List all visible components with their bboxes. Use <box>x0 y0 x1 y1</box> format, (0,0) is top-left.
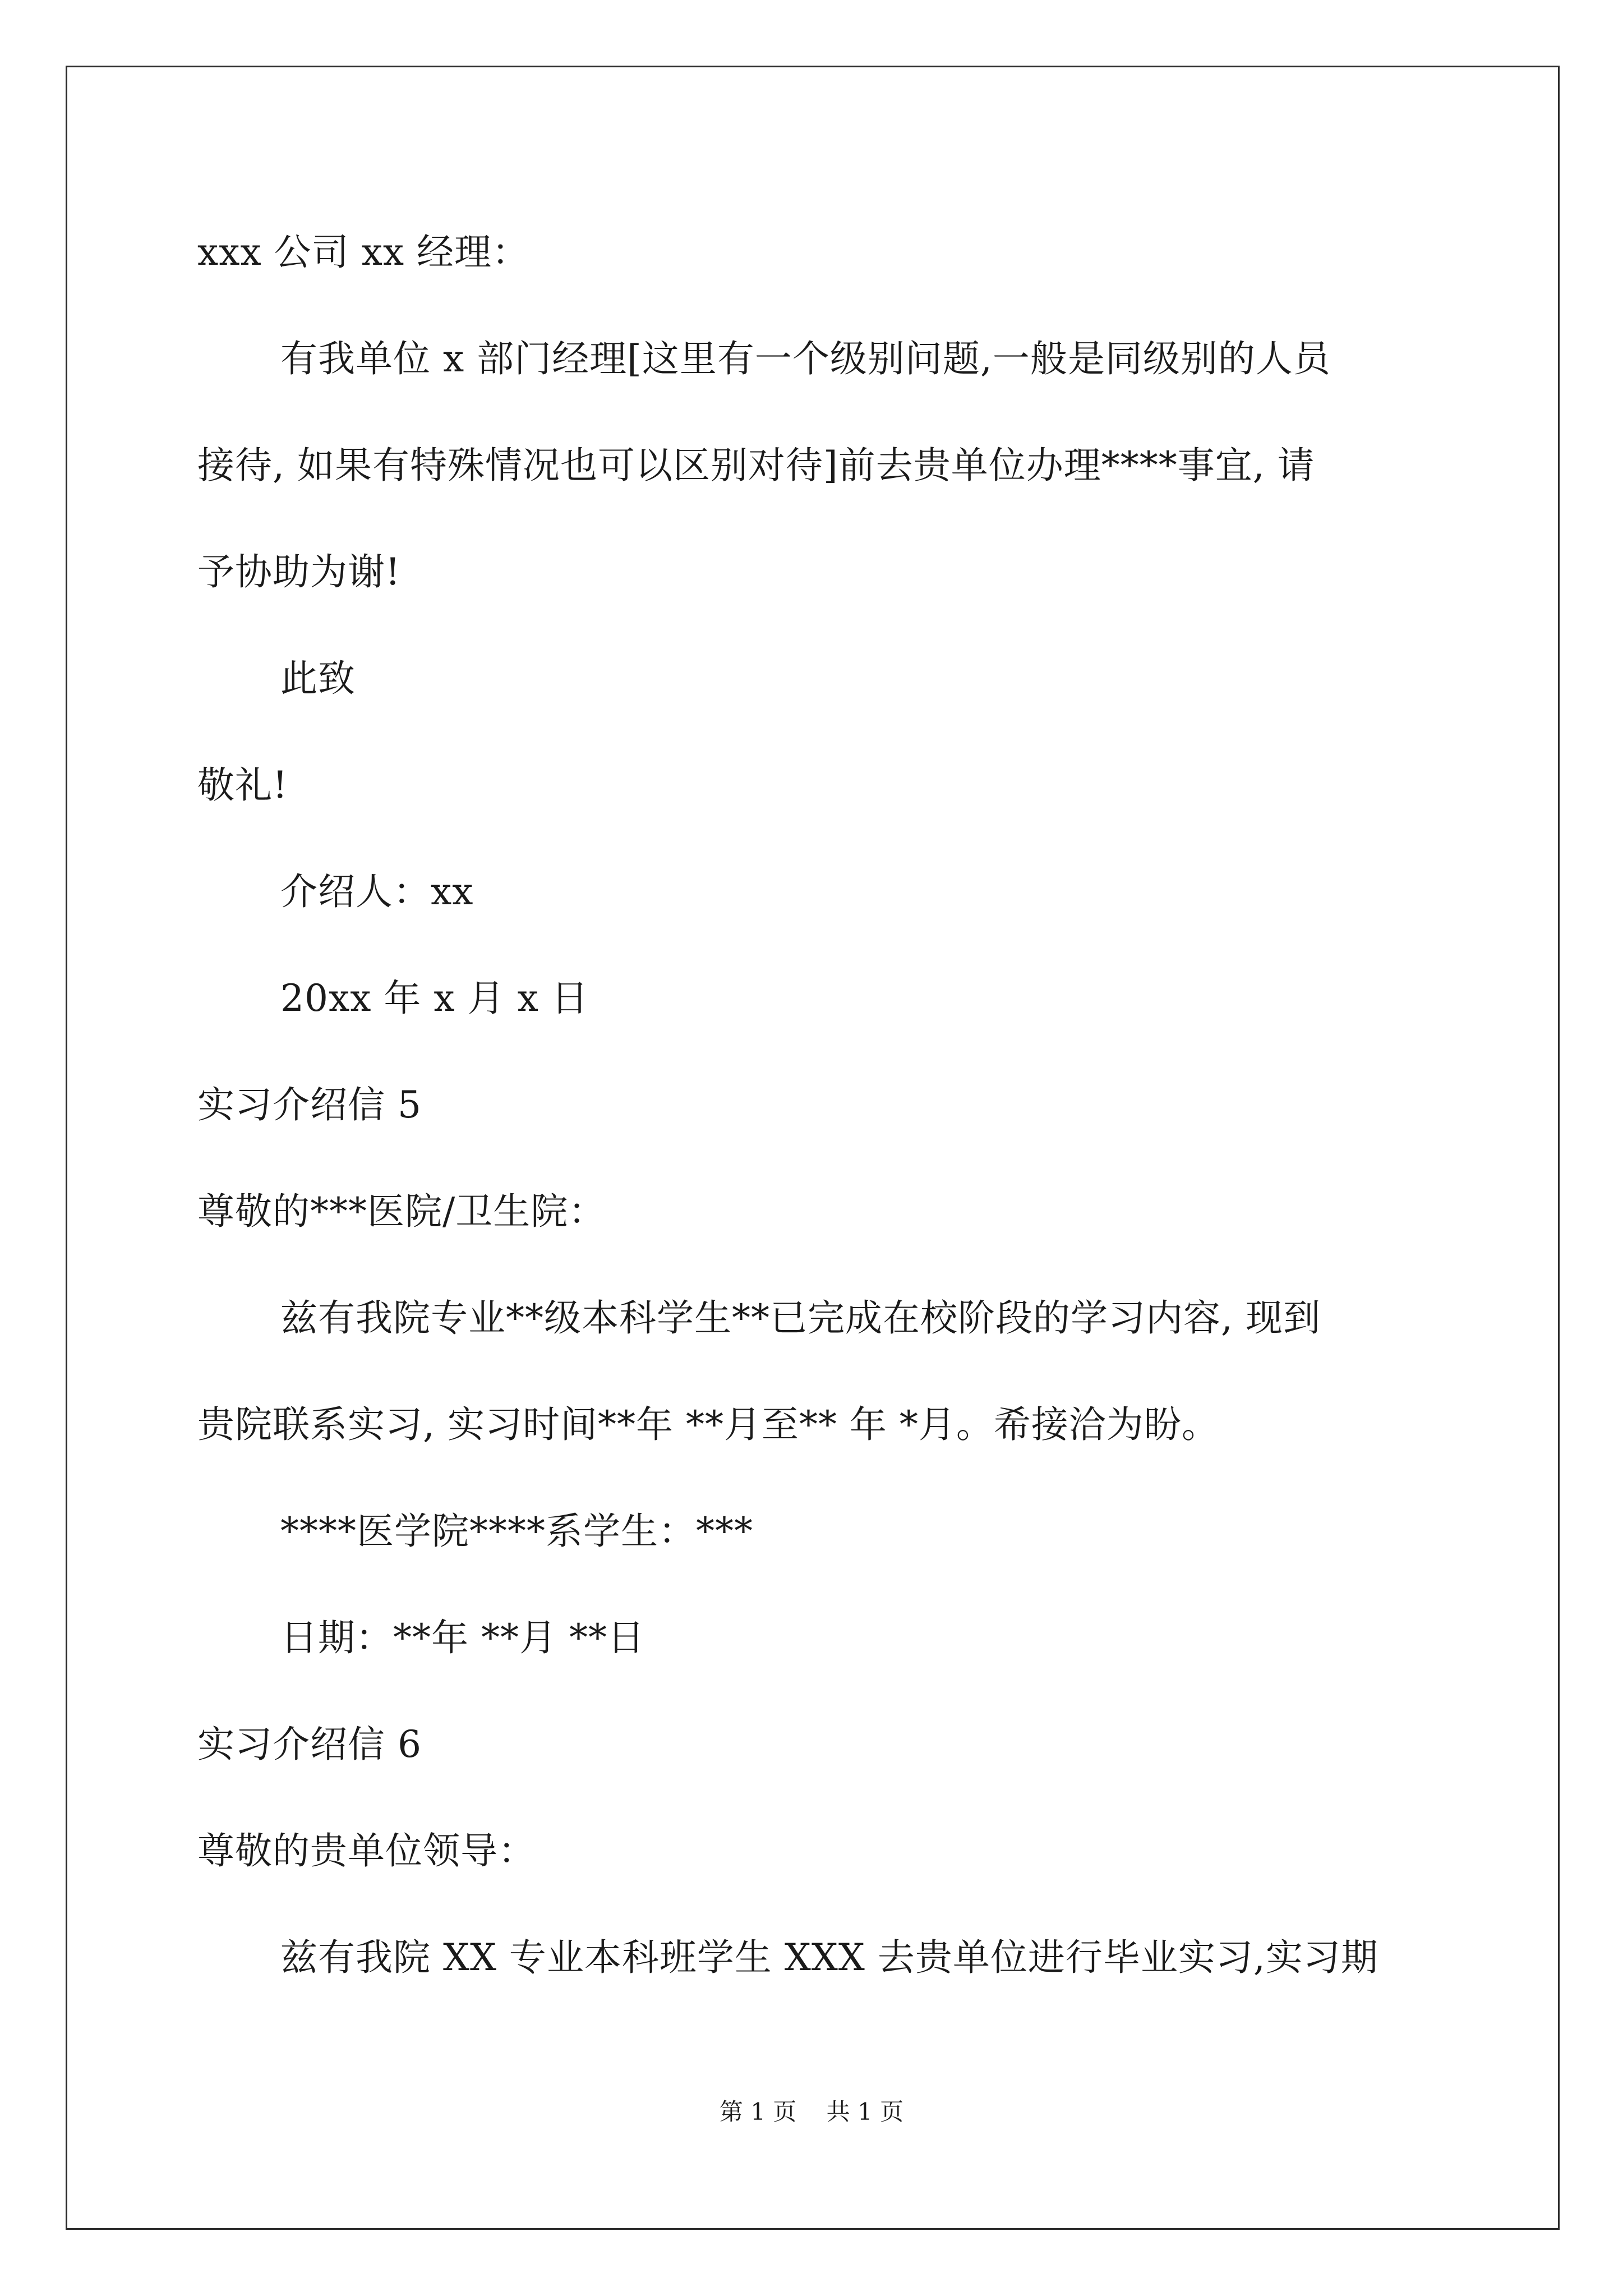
section-title: 实习介绍信 6 <box>197 1723 422 1766</box>
closing-line: 此致 <box>280 657 356 700</box>
salutation-line: 尊敬的***医院/卫生院： <box>197 1190 606 1233</box>
body-paragraph-line: 接待, 如果有特殊情况也可以区别对待]前去贵单位办理****事宜, 请 <box>197 444 1315 487</box>
closing-line: 敬礼! <box>197 763 288 807</box>
signature-line: ****医学院****系学生：*** <box>280 1510 753 1553</box>
page-footer <box>0 2095 1623 2129</box>
salutation-line: 尊敬的贵单位领导： <box>197 1829 536 1872</box>
page-border <box>66 66 1560 2230</box>
body-paragraph-line: 有我单位 x 部门经理[这里有一个级别问题,一般是同级别的人员 <box>280 337 1331 380</box>
body-paragraph-line: 贵院联系实习, 实习时间**年 **月至** 年 *月。希接洽为盼。 <box>197 1403 1219 1446</box>
body-paragraph-line: 兹有我院专业**级本科学生**已完成在校阶段的学习内容, 现到 <box>280 1296 1321 1340</box>
page-total: 共 1 页 <box>826 2098 904 2125</box>
body-paragraph-line: 兹有我院 XX 专业本科班学生 XXX 去贵单位进行毕业实习,实习期 <box>280 1936 1378 1979</box>
salutation-line: xxx 公司 xx 经理： <box>197 231 530 274</box>
date-line: 日期：**年 **月 **日 <box>280 1616 645 1659</box>
date-line: 20xx 年 x 月 x 日 <box>280 977 589 1020</box>
page-number: 第 1 页 <box>719 2098 797 2125</box>
body-paragraph-line: 予协助为谢! <box>197 550 401 593</box>
signature-line: 介绍人：xx <box>280 870 474 913</box>
section-title: 实习介绍信 5 <box>197 1083 422 1126</box>
